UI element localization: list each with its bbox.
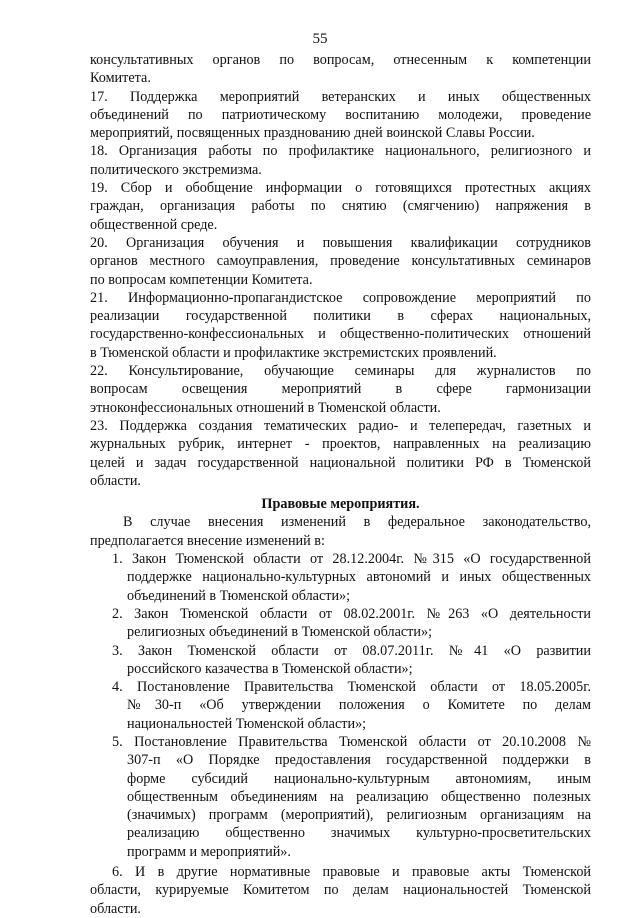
intro-paragraph: [90, 513, 591, 550]
text-line: 17. Поддержка мероприятий ветеранских и иных общественных: [90, 88, 591, 105]
text-line: области.: [90, 900, 141, 917]
text-line: 2. Закон Тюменской области от 08.02.2001г. №263 «О деятельности: [112, 605, 591, 622]
text-line: реализации государственной политики в сферах национальных,: [90, 308, 591, 325]
paragraph-23: [90, 417, 591, 490]
text-line: в Тюменской области и профилактике экстремистских проявлений.: [90, 344, 497, 361]
legal-acts-list: [90, 550, 591, 861]
text-line: вопросам освещения мероприятий в сфере гармонизации: [90, 381, 591, 398]
text-line: политического экстремизма.: [90, 161, 262, 178]
paragraph-20: [90, 234, 591, 289]
text-line: органов местного самоуправления, проведение консультативных семинаров: [90, 253, 591, 270]
paragraph-item-6: [90, 863, 591, 918]
text-line: Комитета.: [90, 70, 151, 87]
text-line: государственно-конфессиональных и общественно-политических отношений: [90, 326, 591, 343]
text-line: 5. Постановление Правительства Тюменской области от 20.10.2008 №: [112, 733, 591, 750]
text-line: форме субсидий национально-культурным автономиям, иным: [127, 770, 591, 787]
text-line: программ и мероприятий».: [127, 843, 291, 860]
text-line: области, курируемые Комитетом по делам национальностей Тюменской: [90, 882, 591, 899]
text-line: 307-п «О Порядке предоставления государственной поддержки в: [127, 752, 591, 769]
text-line: этноконфессиональных отношений в Тюменской области.: [90, 399, 441, 416]
paragraph-22: [90, 362, 591, 417]
text-line: №30-п «Об утверждении положения о Комитете по делам: [127, 697, 591, 714]
paragraph-16-continuation: [90, 51, 591, 88]
text-line: общественным объединениям на реализацию общественно полезных: [127, 788, 591, 805]
text-line: 1. Закон Тюменской области от 28.12.2004г. №315 «О государственной: [112, 551, 591, 568]
text-line: 23. Поддержка создания тематических радио- и телепередач, газетных и: [90, 417, 591, 434]
text-line: объединений по патриотическому воспитанию молодежи, проведение: [90, 106, 591, 123]
text-line: 3. Закон Тюменской области от 08.07.2011г. №41 «О развитии: [112, 642, 591, 659]
text-line: области.: [90, 472, 141, 489]
text-line: 19. Сбор и обобщение информации о готовящихся протестных акциях: [90, 180, 591, 197]
text-line: мероприятий, посвященных празднованию дней воинской Славы России.: [90, 125, 535, 142]
text-line: общественной среде.: [90, 216, 218, 233]
text-line: предполагается внесение изменений в:: [90, 532, 325, 549]
text-line: журнальных рубрик, интернет - проектов, направленных на реализацию: [90, 436, 591, 453]
text-line: 6. И в другие нормативные правовые и правовые акты Тюменской: [112, 864, 591, 881]
paragraph-18: [90, 142, 591, 179]
paragraph-17: [90, 88, 591, 143]
text-line: 4. Постановление Правительства Тюменской области от 18.05.2005г.: [112, 679, 591, 696]
text-line: 22. Консультирование, обучающие семинары для журналистов по: [90, 363, 591, 380]
text-line: реализацию общественно значимых культурно-просветительских: [127, 825, 591, 842]
text-line: граждан, организация работы по снятию (смягчению) напряжения в: [90, 198, 591, 215]
document-body: [90, 51, 591, 918]
text-line: по вопросам компетенции Комитета.: [90, 271, 313, 288]
text-line: целей и задач государственной национальной политики РФ в Тюменской: [90, 454, 591, 471]
paragraph-21: [90, 289, 591, 362]
text-line: 18. Организация работы по профилактике национального, религиозного и: [90, 143, 591, 160]
list-item-law-1: [90, 550, 591, 605]
section-heading: Правовые мероприятия.: [261, 496, 420, 513]
list-item-law-3: [90, 642, 591, 679]
text-line: национальностей Тюменской области»;: [127, 715, 367, 732]
text-line: (значимых) программ (мероприятий), религиозным организациям на: [127, 807, 591, 824]
text-line: российского казачества в Тюменской области»;: [127, 660, 413, 677]
text-line: 21. Информационно-пропагандистское сопровождение мероприятий по: [90, 289, 591, 306]
text-line: консультативных органов по вопросам, отнесенным к компетенции: [90, 52, 591, 68]
list-item-law-4: [90, 678, 591, 733]
text-line: 20. Организация обучения и повышения квалификации сотрудников: [90, 234, 591, 251]
paragraph-19: [90, 179, 591, 234]
text-line: поддержке национально-культурных автономий и иных общественных: [127, 569, 591, 586]
text-line: религиозных объединений в Тюменской области»;: [127, 624, 433, 641]
text-line: В случае внесения изменений в федеральное законодательство,: [123, 514, 591, 531]
list-item-law-2: [90, 605, 591, 642]
text-line: объединений в Тюменской области»;: [127, 587, 351, 604]
page-number: 55: [312, 31, 328, 47]
list-item-law-5: [90, 733, 591, 861]
